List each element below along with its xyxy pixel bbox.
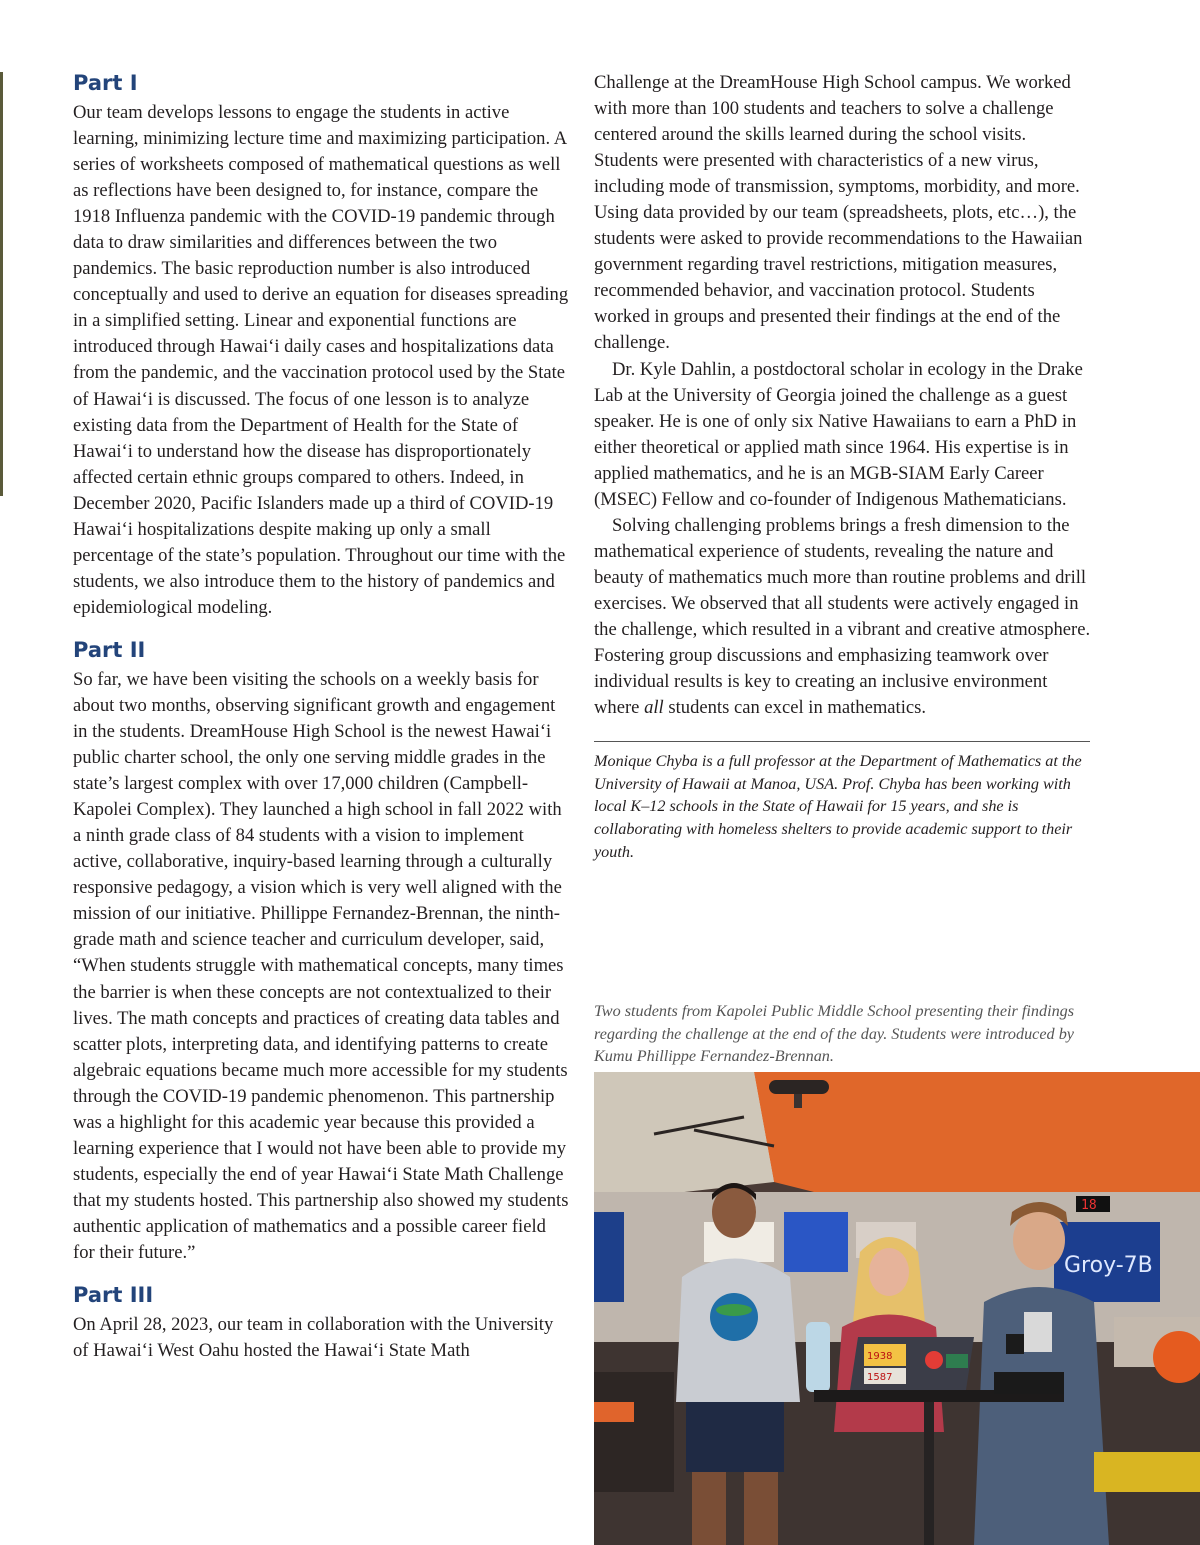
clock-readout: 18 [1081, 1198, 1097, 1213]
classroom-photo-illustration [594, 1072, 1200, 1545]
part-3-paragraph: On April 28, 2023, our team in collaboration with the University of Hawaiʻi West Oahu hosted the Hawaiʻi State Math [73, 1314, 554, 1362]
bio-divider [594, 741, 1090, 742]
dahlin-paragraph: Dr. Kyle Dahlin, a postdoctoral scholar in ecology in the Drake Lab at the University of Georgia joined the challenge as a guest speaker. He is one of only six Native Hawaiians to earn a PhD in either theoretical or applied math since 1964. His expertise is in applied mathematics, and he is an MGB-SIAM Early Career (MSEC) Fellow and co-founder of Indigenous Mathematicians. [594, 358, 1083, 510]
laptop-sticker-bottom: 1587 [867, 1372, 893, 1383]
conclusion-emphasis: all [644, 697, 664, 719]
right-column [594, 70, 1094, 863]
conclusion-text-a: Solving challenging problems brings a fresh dimension to the mathematical experience of students, revealing the nature and beauty of mathematics much more than routine problems and drill exercises. We observed that all students were actively engaged in the challenge, which resulted in a vibrant and creative atmosphere. Fostering group discussions and emphasizing teamwork over individual results is key to creating an inclusive environment where [594, 514, 1091, 719]
heading-part-3: Part III [73, 1283, 154, 1308]
laptop-sticker-top: 1938 [867, 1351, 893, 1362]
heading-part-2: Part II [73, 637, 146, 662]
conclusion-paragraph [594, 513, 1094, 721]
page-edge-mark [0, 72, 3, 496]
screen-label: Groy-7B [1064, 1253, 1153, 1278]
part-1-paragraph: Our team develops lessons to engage the students in active learning, minimizing lecture time and maximizing participation. A series of worksheets composed of mathematical questions as well as reflections have been designed to, for instance, compare the 1918 Influenza pandemic with the COVID-19 pandemic through data to draw similarities and differences between the two pandemics. The basic reproduction number is also introduced conceptually and used to derive an equation for diseases spreading in a simplified setting. Linear and exponential functions are introduced through Hawaiʻi daily cases and hospitalizations data from the pandemic, and the vaccination protocol used by the State of Hawaiʻi is discussed. The focus of one lesson is to analyze existing data from the Department of Health for the State of Hawaiʻi to understand how the disease has disproportionately affected certain ethnic groups compared to others. Indeed, in December 2020, Pacific Islanders made up a third of COVID-19 Hawaiʻi hospitalizations despite making up only a small percentage of the state’s population. Throughout our time with the students, we also introduce them to the history of pandemics and epidemiological modeling. [73, 102, 569, 618]
classroom-photo [594, 1072, 1200, 1545]
photo-caption: Two students from Kapolei Public Middle School presenting their findings regarding the challenge at the end of the day. Students were introduced by Kumu Phillippe Fernandez-Brennan. [594, 1002, 1075, 1066]
challenge-paragraph: Challenge at the DreamHouse High School campus. We worked with more than 100 students and teachers to solve a challenge centered around the skills learned during the school visits. Students were presented with characteristics of a new virus, including mode of transmission, symptoms, morbidity, and more. Using data provided by our team (spreadsheets, plots, etc…), the students were asked to provide recommendations to the Hawaiian government regarding travel restrictions, mitigation measures, recommended behavior, and vaccination protocol. Students worked in groups and presented their findings at the end of the challenge. [594, 72, 1083, 354]
heading-part-1: Part I [73, 71, 138, 95]
conclusion-text-b: students can excel in mathematics. [663, 697, 927, 719]
left-column [73, 70, 571, 1364]
part-2-paragraph: So far, we have been visiting the schools on a weekly basis for about two months, observing significant growth and engagement in the students. DreamHouse High School is the newest Hawaiʻi public charter school, the only one serving middle grades in the state’s largest complex with over 17,000 children (Campbell-Kapolei Complex). They launched a high school in fall 2022 with a ninth grade class of 84 students with a vision to implement active, collaborative, inquiry-based learning through a culturally responsive pedagogy, a vision which is very well aligned with the mission of our initiative. Phillippe Fernandez-Brennan, the ninth-grade math and science teacher and curriculum developer, said, “When students struggle with mathematical concepts, many times the barrier is when these concepts are not contextualized to their lives. The math concepts and practices of creating data tables and scatter plots, interpreting data, and identifying patterns to create algebraic equations became much more accessible for my students through the COVID-19 pandemic phenomenon. This partnership was a highlight for this academic year because this provided a learning experience that I would not have been able to provide my students, especially the end of year Hawaiʻi State Math Challenge that my students hosted. This partnership also showed my students authentic application of mathematics and a possible career field for their future.” [73, 668, 569, 1263]
author-bio: Monique Chyba is a full professor at the Department of Mathematics at the University of Hawaii at Manoa, USA. Prof. Chyba has been working with local K–12 schools in the State of Hawaii for 15 years, and she is collaborating with homeless shelters to provide academic support to their youth. [594, 752, 1082, 861]
